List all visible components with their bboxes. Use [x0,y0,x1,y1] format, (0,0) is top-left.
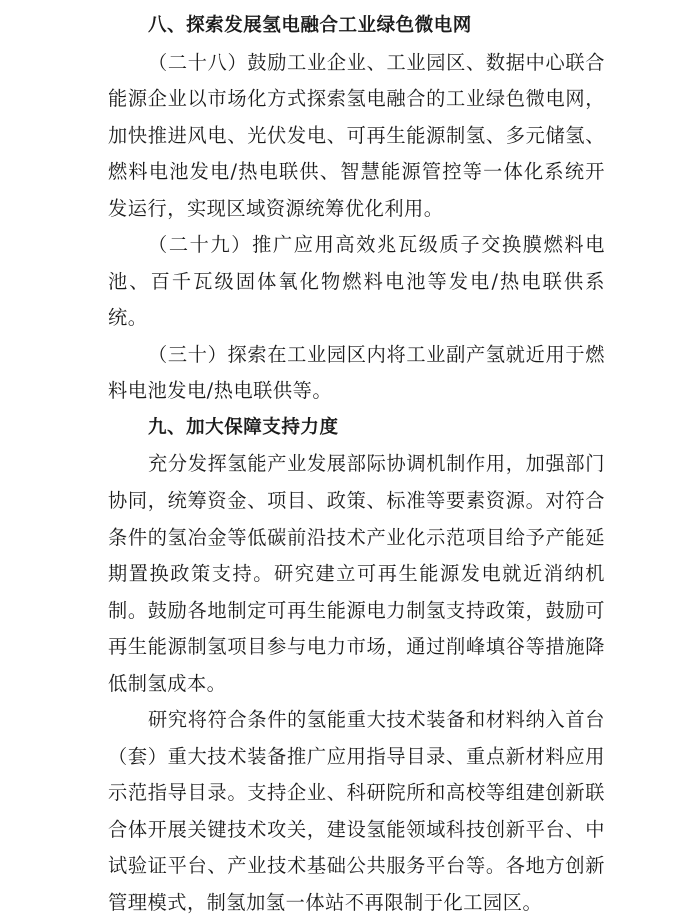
paragraph-30: （三十）探索在工业园区内将工业副产氢就近用于燃料电池发电/热电联供等。 [108,342,605,403]
paragraph-28: （二十八）鼓励工业企业、工业园区、数据中心联合能源企业以市场化方式探索氢电融合的工业绿色微电网，加快推进风电、光伏发电、可再生能源制氢、多元储氢、燃料电池发电/热电联供、智慧能源管控等一体化系统开发运行，实现区域资源统筹优化利用。 [108,50,605,220]
paragraph-innovation: 研究将符合条件的氢能重大技术装备和材料纳入首台（套）重大技术装备推广应用指导目录、重点新材料应用示范指导目录。支持企业、科研院所和高校等组建创新联合体开展关键技术攻关，建设氢能领域科技创新平台、中试验证平台、产业技术基础公共服务平台等。各地方创新管理模式，制氢加氢一体站不再限制于化工园区。 [108,708,605,915]
section-heading-9: 九、加大保障支持力度 [148,416,339,438]
paragraph-29: （二十九）推广应用高效兆瓦级质子交换膜燃料电池、百千瓦级固体氧化物燃料电池等发电/热电联供系统。 [108,233,605,330]
section-heading-8: 八、探索发展氢电融合工业绿色微电网 [148,15,472,36]
document-body [108,8,605,922]
paragraph-support-policy: 充分发挥氢能产业发展部际协调机制作用，加强部门协同，统筹资金、项目、政策、标准等要素资源。对符合条件的氢冶金等低碳前沿技术产业化示范项目给予产能延期置换政策支持。研究建立可再生能源发电就近消纳机制。鼓励各地制定可再生能源电力制氢支持政策，鼓励可再生能源制氢项目参与电力市场，通过削峰填谷等措施降低制氢成本。 [108,452,605,695]
